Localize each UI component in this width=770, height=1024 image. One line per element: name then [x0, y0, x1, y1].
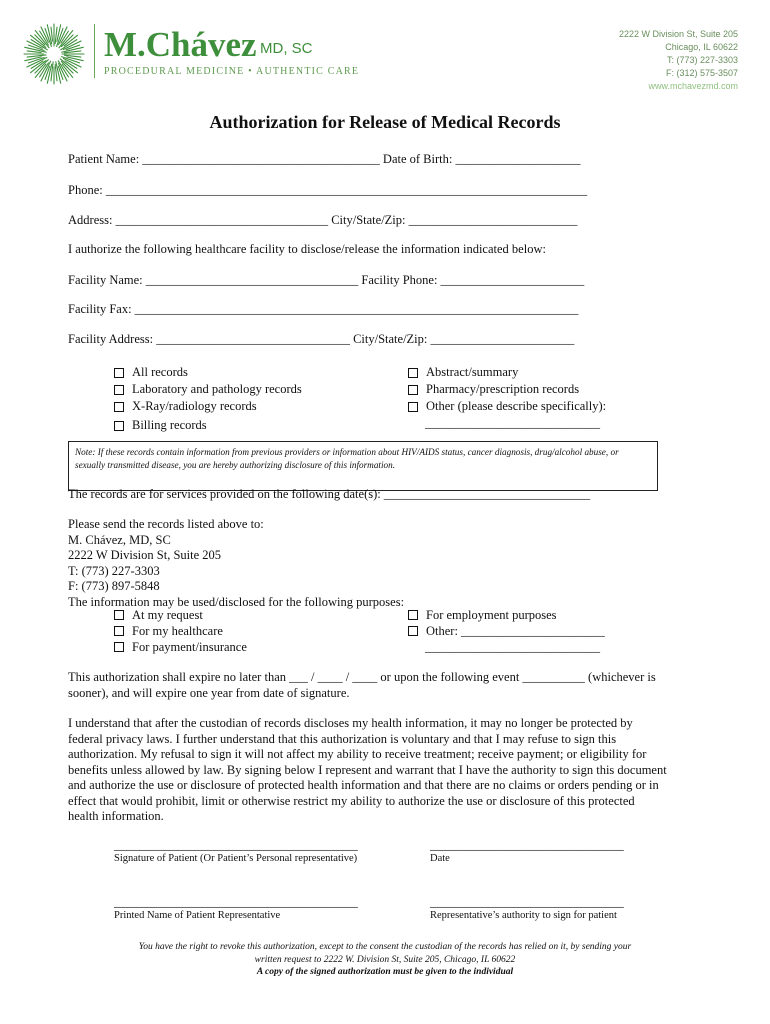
- date-line[interactable]: _______________________________: [430, 838, 624, 852]
- record-option[interactable]: Pharmacy/prescription records: [408, 381, 606, 398]
- purpose-other-line[interactable]: ____________________________: [425, 640, 600, 654]
- footer-line-1: You have the right to revoke this authorization, except to the consent the custodian of the records has relied on it, by sending your: [138, 942, 632, 952]
- footer-line-3: A copy of the signed authorization must be given to the individual: [256, 967, 514, 977]
- send-to-address: 2222 W Division St, Suite 205: [68, 548, 222, 562]
- expiration-paragraph: This authorization shall expire no later than ___ / ____ / ____ or upon the following event __________ (whichever is sooner), and will expire one year from date of signature.: [68, 670, 656, 700]
- purpose-option[interactable]: Other: _______________________: [408, 623, 605, 639]
- checkbox[interactable]: [114, 368, 124, 378]
- checkbox[interactable]: [408, 626, 418, 636]
- contact-block: [619, 28, 738, 93]
- brand-tagline: PROCEDURAL MEDICINE • AUTHENTIC CARE: [104, 66, 360, 77]
- printed-name-label: Printed Name of Patient Representative: [114, 910, 281, 921]
- phone-field[interactable]: Phone: _____________________________________________________________________________: [68, 183, 588, 197]
- purpose-option[interactable]: For employment purposes: [408, 607, 605, 623]
- footer-notice: [0, 941, 770, 979]
- date-label: Date: [430, 853, 450, 864]
- record-option[interactable]: Abstract/summary: [408, 364, 606, 381]
- checkbox[interactable]: [408, 385, 418, 395]
- brand-suffix: MD, SC: [260, 40, 313, 57]
- contact-website[interactable]: www.mchavezmd.com: [648, 81, 738, 91]
- contact-city: Chicago, IL 60622: [665, 42, 738, 52]
- brand-name: M.Chávez: [104, 25, 257, 64]
- checkbox[interactable]: [114, 421, 124, 431]
- contact-phone: T: (773) 227-3303: [666, 55, 738, 65]
- record-option[interactable]: X-Ray/radiology records: [114, 398, 302, 415]
- purposes-intro: The information may be used/disclosed for the following purposes:: [68, 594, 405, 609]
- patient-name-field[interactable]: Patient Name: ______________________________________ Date of Birth: ____________________: [68, 152, 581, 166]
- send-to-phone: T: (773) 227-3303: [68, 563, 160, 578]
- purpose-option[interactable]: At my request: [114, 607, 247, 623]
- sunburst-logo-icon: [22, 22, 86, 86]
- signature-label: Signature of Patient (Or Patient’s Personal representative): [114, 853, 358, 864]
- send-to-intro: Please send the records listed above to:: [68, 517, 264, 531]
- purpose-option[interactable]: For payment/insurance: [114, 639, 247, 655]
- checkbox[interactable]: [408, 610, 418, 620]
- send-to-block: [68, 517, 404, 610]
- authorize-statement: I authorize the following healthcare facility to disclose/release the information indicated below:: [68, 242, 546, 256]
- signature-line[interactable]: _______________________________________: [114, 838, 358, 852]
- checkbox[interactable]: [408, 402, 418, 412]
- checkbox[interactable]: [114, 626, 124, 636]
- checkbox[interactable]: [408, 368, 418, 378]
- note-box: Note: If these records contain information from previous providers or information about HIV/AIDS status, cancer diagnosis, drug/alcohol abuse, or sexually transmitted disease, you are hereby authorizing disclosure of this information.: [68, 441, 658, 491]
- purpose-option[interactable]: For my healthcare: [114, 623, 247, 639]
- record-other-line[interactable]: ____________________________: [425, 416, 600, 430]
- facility-fax-field[interactable]: Facility Fax: _______________________________________________________________________: [68, 302, 579, 316]
- contact-fax: F: (312) 575-3507: [665, 68, 738, 78]
- printed-name-line[interactable]: _______________________________________: [114, 895, 358, 909]
- records-right-list: [408, 364, 606, 432]
- header-divider: [94, 24, 95, 78]
- form-title: Authorization for Release of Medical Records: [209, 112, 561, 132]
- facility-name-field[interactable]: Facility Name: __________________________________ Facility Phone: _______________________: [68, 273, 585, 287]
- footer-line-2: written request to 2222 W. Division St, Suite 205, Chicago, IL 60622: [254, 954, 516, 965]
- purposes-right-list: [408, 607, 605, 655]
- send-to-fax: F: (773) 897-5848: [68, 579, 160, 593]
- record-option[interactable]: Laboratory and pathology records: [114, 381, 302, 398]
- facility-address-field[interactable]: Facility Address: _______________________________ City/State/Zip: _______________________: [68, 332, 575, 346]
- authority-line[interactable]: _______________________________: [430, 895, 624, 909]
- checkbox[interactable]: [114, 402, 124, 412]
- checkbox[interactable]: [114, 642, 124, 652]
- purposes-left-list: [114, 607, 247, 655]
- record-option[interactable]: All records: [114, 364, 302, 381]
- contact-address: 2222 W Division St, Suite 205: [618, 29, 738, 39]
- record-option[interactable]: Other (please describe specifically):: [408, 398, 606, 415]
- checkbox[interactable]: [114, 610, 124, 620]
- checkbox[interactable]: [114, 385, 124, 395]
- records-left-list: [114, 364, 302, 434]
- address-field[interactable]: Address: __________________________________ City/State/Zip: ___________________________: [68, 213, 578, 227]
- record-option[interactable]: Billing records: [114, 417, 302, 434]
- understanding-paragraph: I understand that after the custodian of records discloses my health information, it may no longer be protected by federal privacy laws. I further understand that this authorization is voluntary and that I may refuse to sign this authorization. My refusal to sign it will not affect my ability to receive treatment; receive payment; or eligibility for benefits unless allowed by law. By signing below I represent and warrant that I have the authority to sign this document and authorize the use or disclosure of protected health information and that there are no claims or orders pending or in effect that would prohibit, limit or otherwise restrict my ability to authorize the use or disclosure of this protected health information.: [68, 716, 667, 823]
- authority-label: Representative’s authority to sign for patient: [430, 910, 617, 921]
- service-dates-field[interactable]: The records are for services provided on the following date(s): _________________________________: [68, 487, 591, 501]
- send-to-name: M. Chávez, MD, SC: [68, 532, 171, 547]
